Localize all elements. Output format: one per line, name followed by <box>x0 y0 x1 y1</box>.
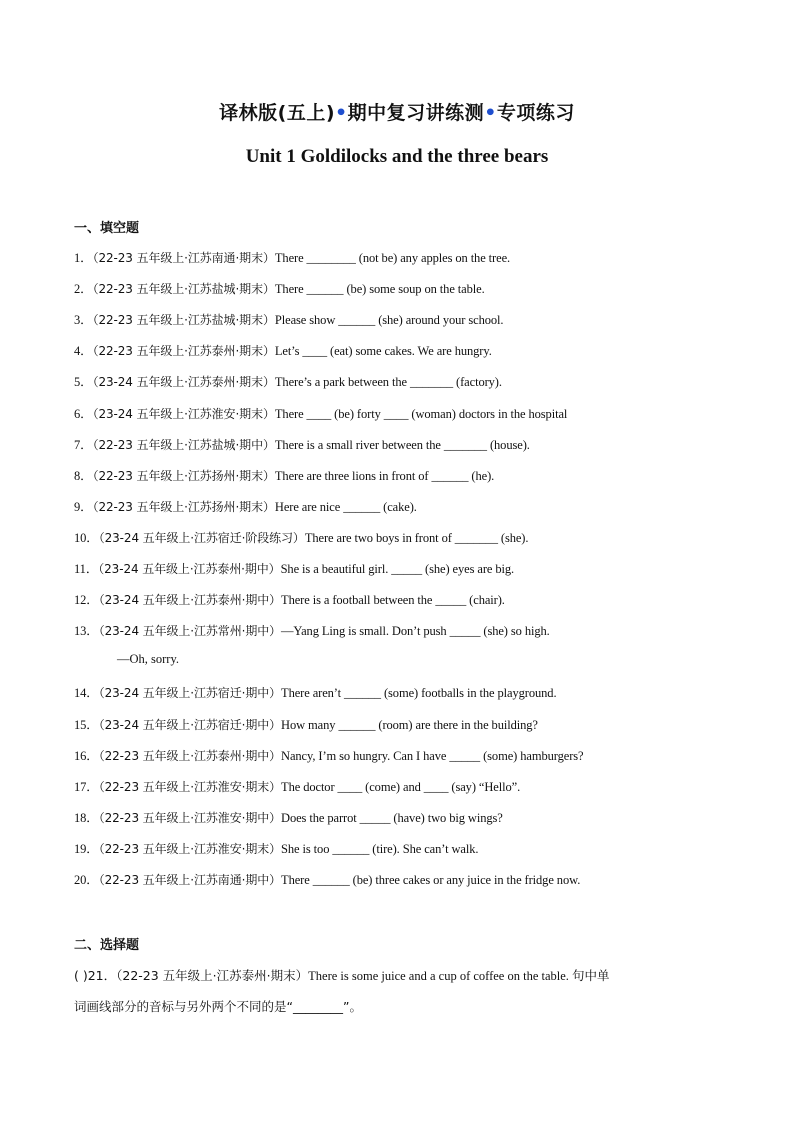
question-number: 11． <box>74 562 99 576</box>
question-text: There are three lions in front of ______ (he). <box>274 468 495 483</box>
question-source: （22-23 五年级上·江苏盐城·期末） <box>92 282 275 297</box>
question-source: （23-24 五年级上·江苏宿迁·阶段练习） <box>98 530 305 545</box>
question-text: Nancy, I’m so hungry. Can I have _____ (some) hamburgers? <box>281 748 584 763</box>
question-item <box>74 372 502 390</box>
question-text: There ____ (be) forty ____ (woman) doctors in the hospital <box>274 406 568 421</box>
question-text: There aren’t ______ (some) footballs in the playground. <box>281 686 557 701</box>
question-text: There ______ (be) three cakes or any juice in the fridge now. <box>281 873 581 887</box>
question-continuation: —Oh, sorry. <box>117 652 180 667</box>
question-number: 8． <box>74 468 93 483</box>
question-number: 5． <box>74 375 93 390</box>
question-number: 19． <box>74 841 99 856</box>
question-source: （23-24 五年级上·江苏宿迁·期中） <box>98 717 282 732</box>
question-text: There is some juice and a cup of coffee on the table. 句中单 <box>308 969 610 983</box>
question-text: There are two boys in front of _______ (she). <box>304 530 529 545</box>
question-number: 18． <box>74 810 99 825</box>
question-source: （23-24 五年级上·江苏常州·期中） <box>98 624 282 639</box>
question-number: 1． <box>74 251 93 265</box>
question-text: Let’s ____ (eat) some cakes. We are hungry. <box>274 344 492 359</box>
question-text: There ________ (not be) any apples on the tree. <box>274 251 511 265</box>
question-item <box>74 404 567 422</box>
question-item <box>74 528 528 546</box>
title-dot-2: • <box>484 102 497 124</box>
question-item <box>74 590 505 608</box>
question-source: （22-23 五年级上·江苏泰州·期末） <box>92 344 275 359</box>
question-source: （23-24 五年级上·江苏泰州·期末） <box>92 375 275 390</box>
title-part-3: 专项练习 <box>496 102 575 124</box>
question-source: （22-23 五年级上·江苏南通·期末） <box>92 251 275 265</box>
question-number: 12． <box>74 593 99 608</box>
question-source: （22-23 五年级上·江苏扬州·期末） <box>92 468 275 483</box>
question-text: There’s a park between the _______ (factory). <box>274 375 502 390</box>
question-source: （22-23 五年级上·江苏泰州·期末） <box>116 968 309 983</box>
question-number: 9． <box>74 499 93 514</box>
question-item <box>74 248 510 266</box>
question-item <box>74 715 538 733</box>
question-text: There ______ (be) some soup on the table. <box>274 282 485 297</box>
choice-question-21-line2: 词画线部分的音标与另外两个不同的是“________”。 <box>74 999 362 1014</box>
question-source: （23-24 五年级上·江苏淮安·期末） <box>92 406 275 421</box>
question-source: （22-23 五年级上·江苏扬州·期末） <box>92 499 275 514</box>
question-source: （22-23 五年级上·江苏南通·期中） <box>98 873 282 887</box>
question-number: 4． <box>74 344 93 359</box>
choice-question-21 <box>74 966 610 984</box>
question-item <box>74 310 503 328</box>
question-source: （22-23 五年级上·江苏盐城·期末） <box>92 313 275 328</box>
question-item <box>74 621 550 639</box>
question-text: There is a small river between the _______ (house). <box>274 437 530 452</box>
question-item <box>74 559 514 577</box>
question-item <box>74 870 580 888</box>
question-number: 17． <box>74 779 99 794</box>
question-item <box>74 777 520 795</box>
question-item <box>74 497 417 515</box>
title-part-1: 译林版(五上) <box>219 102 336 124</box>
section-heading-choice: 二、选择题 <box>74 938 140 953</box>
question-item <box>74 341 492 359</box>
question-item <box>74 435 530 453</box>
question-text: Does the parrot _____ (have) two big wings? <box>281 810 503 825</box>
question-text: She is too ______ (tire). She can’t walk. <box>281 841 479 856</box>
question-text: There is a football between the _____ (chair). <box>281 593 505 608</box>
question-item <box>74 839 478 857</box>
question-source: （22-23 五年级上·江苏泰州·期中） <box>98 748 282 763</box>
question-text: She is a beautiful girl. _____ (she) eyes are big. <box>280 562 515 576</box>
question-number: 6． <box>74 406 93 421</box>
question-source: （22-23 五年级上·江苏淮安·期末） <box>98 779 282 794</box>
question-text: Here are nice ______ (cake). <box>274 499 417 514</box>
title-dot-1: • <box>335 102 348 124</box>
question-number: 13． <box>74 624 99 639</box>
question-item <box>74 683 556 701</box>
unit-subtitle: Unit 1 Goldilocks and the three bears <box>245 146 549 167</box>
question-source: （23-24 五年级上·江苏泰州·期中） <box>98 593 282 608</box>
question-item <box>74 746 583 764</box>
question-text: —Yang Ling is small. Don’t push _____ (she) so high. <box>281 624 550 639</box>
question-item <box>74 466 494 484</box>
question-number: 15． <box>74 717 99 732</box>
question-item <box>74 808 503 826</box>
answer-paren: ( )21． <box>74 968 117 983</box>
question-number: 20． <box>74 873 99 887</box>
question-source: （23-24 五年级上·江苏泰州·期中） <box>98 562 281 576</box>
section-heading-fill: 一、填空题 <box>74 221 140 236</box>
question-item <box>74 279 485 297</box>
question-text: The doctor ____ (come) and ____ (say) “Hello”. <box>281 779 521 794</box>
question-number: 7． <box>74 437 93 452</box>
question-source: （22-23 五年级上·江苏淮安·期末） <box>98 841 282 856</box>
question-number: 14． <box>74 686 99 701</box>
question-number: 10． <box>74 530 99 545</box>
question-number: 2． <box>74 282 93 297</box>
question-text: How many ______ (room) are there in the building? <box>281 717 538 732</box>
title-part-2: 期中复习讲练测 <box>347 102 485 124</box>
question-source: （23-24 五年级上·江苏宿迁·期中） <box>98 686 282 701</box>
question-text: Please show ______ (she) around your school. <box>274 313 504 328</box>
question-number: 16． <box>74 748 99 763</box>
question-source: （22-23 五年级上·江苏盐城·期中） <box>92 437 275 452</box>
question-number: 3． <box>74 313 93 328</box>
page-title <box>0 98 794 125</box>
question-source: （22-23 五年级上·江苏淮安·期中） <box>98 810 282 825</box>
